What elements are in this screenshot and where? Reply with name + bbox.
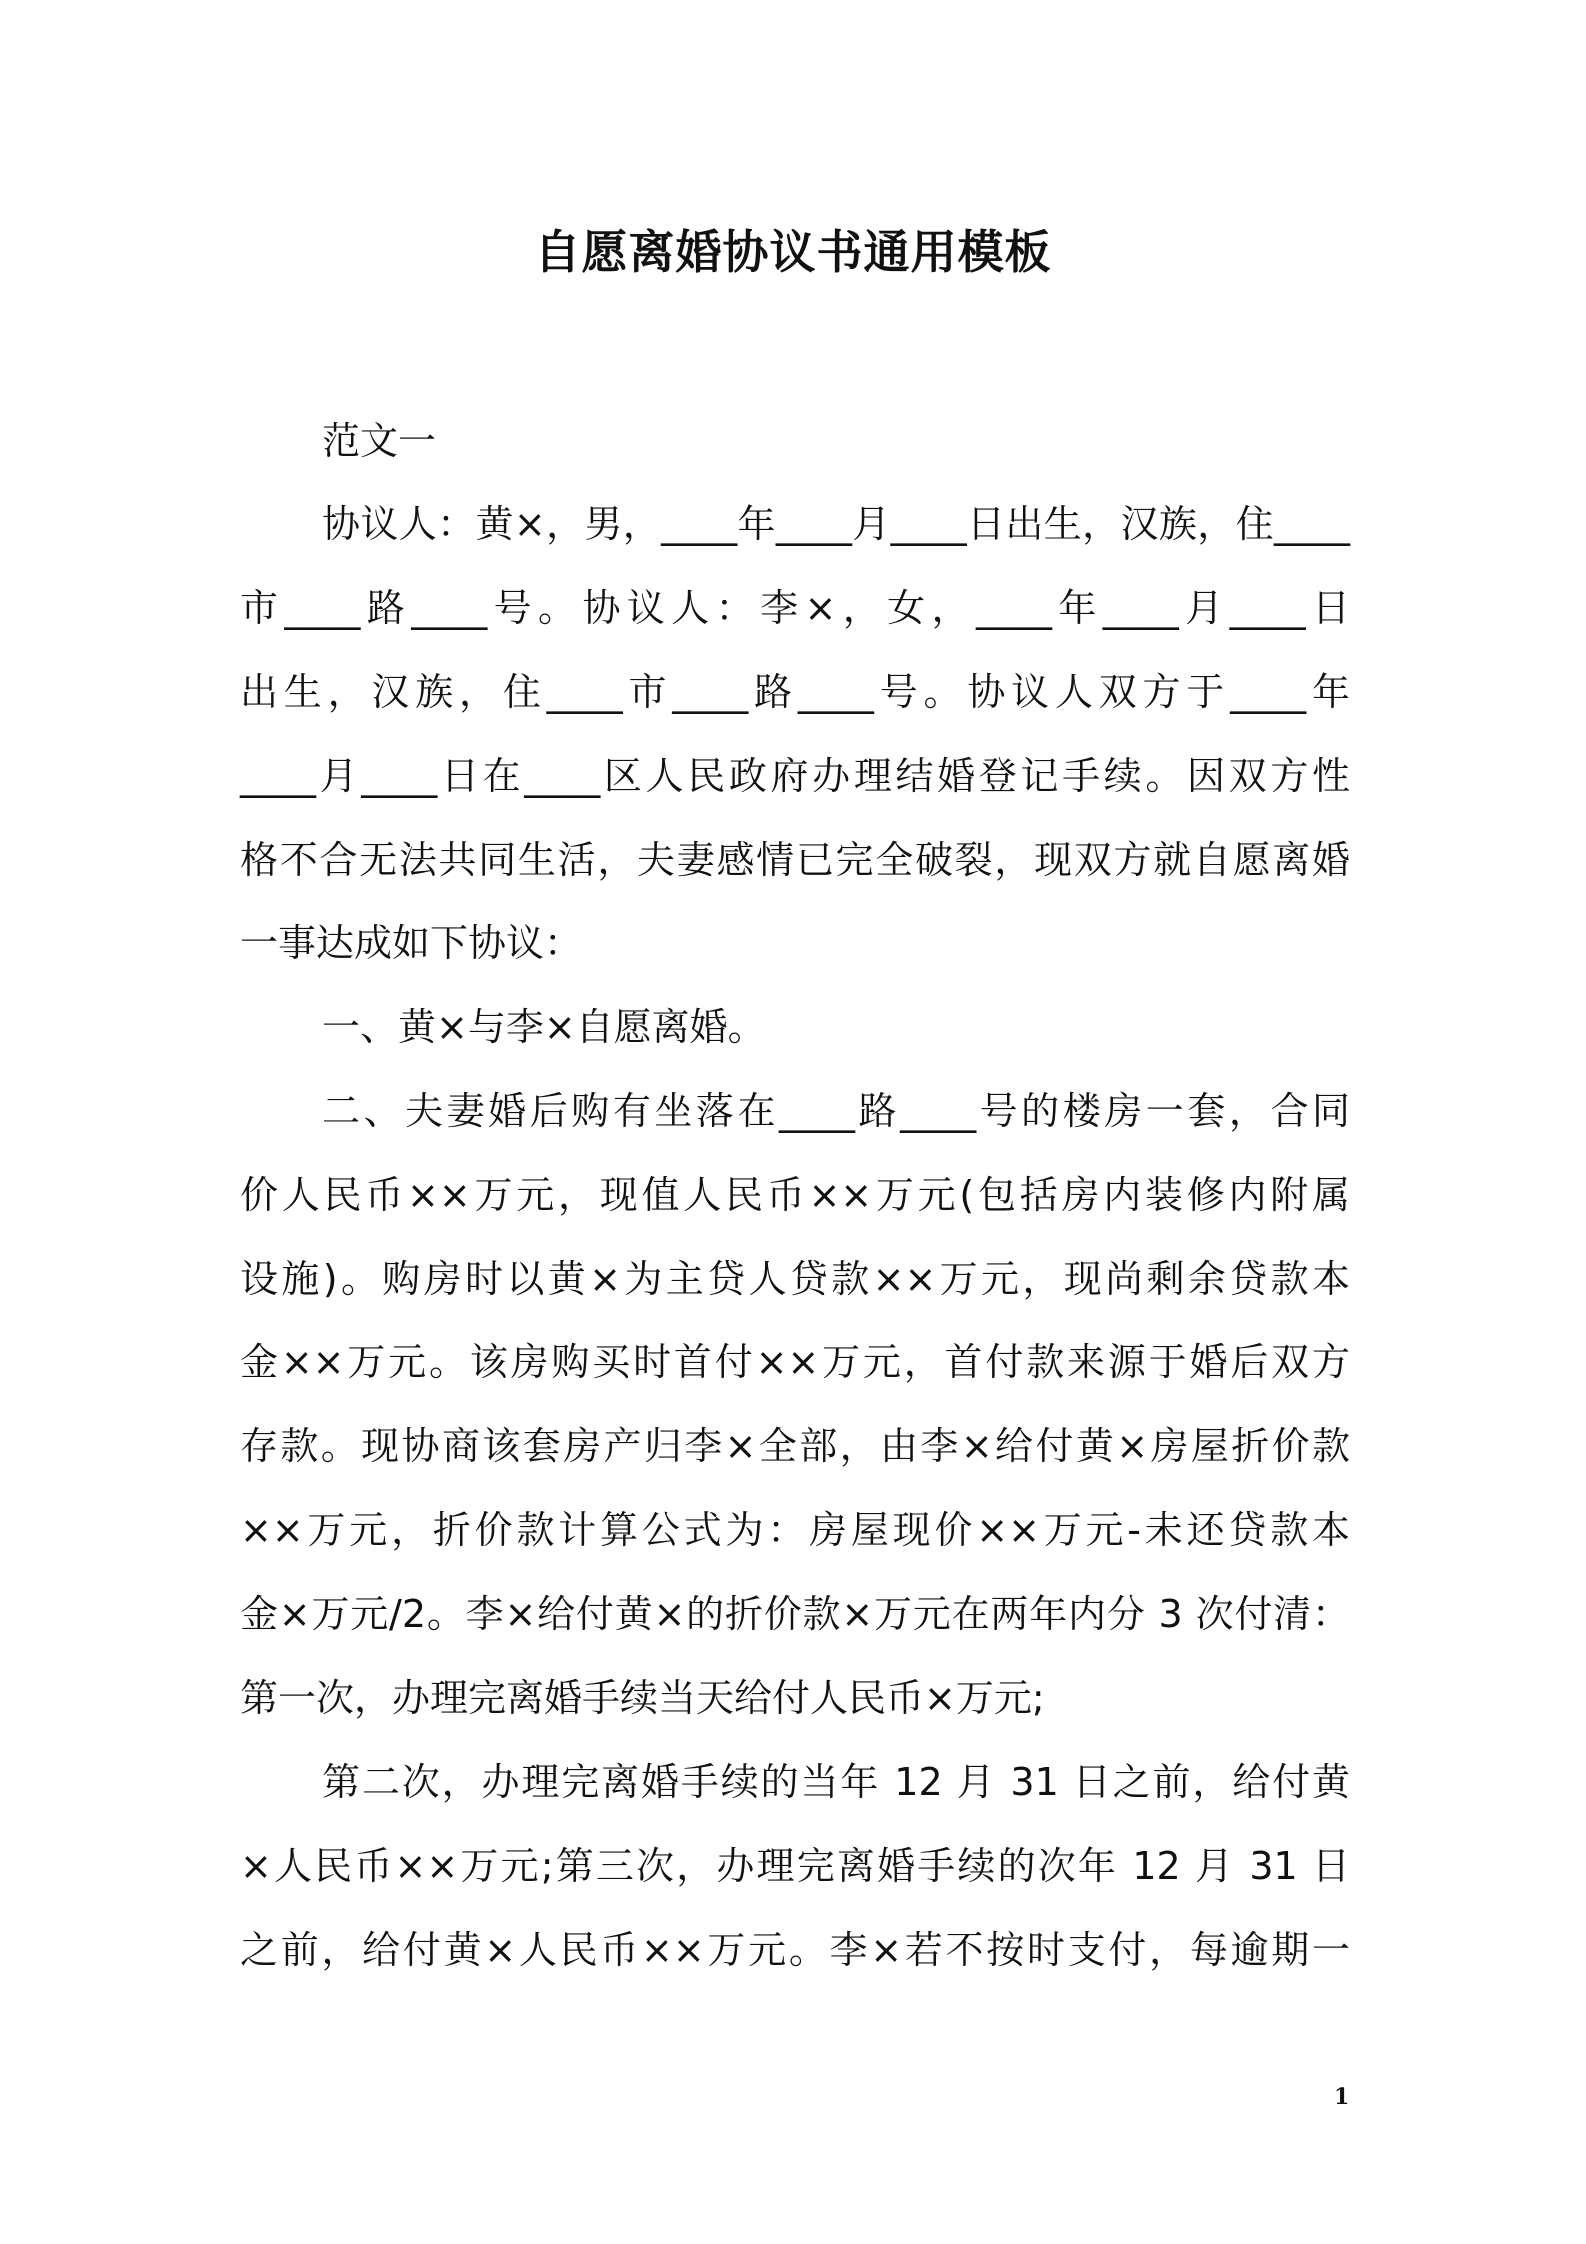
- page-number: 1: [1334, 2084, 1350, 2110]
- section-label: 范文一: [322, 419, 437, 463]
- paragraph-line: 价人民币××万元，现值人民币××万元(包括房内装修内附属: [240, 1173, 1350, 1217]
- paragraph-line: 协议人：黄×，男，____年____月____日出生，汉族，住____: [322, 502, 1350, 546]
- paragraph-line: 第一次，办理完离婚手续当天给付人民币×万元;: [240, 1676, 1045, 1720]
- paragraph-line: 出生，汉族，住____市____路____号。协议人双方于____年: [240, 670, 1350, 714]
- paragraph-line: 格不合无法共同生活，夫妻感情已完全破裂，现双方就自愿离婚: [240, 838, 1350, 882]
- paragraph-line: ____月____日在____区人民政府办理结婚登记手续。因双方性: [240, 754, 1350, 798]
- paragraph-line: 金××万元。该房购买时首付××万元，首付款来源于婚后双方: [240, 1340, 1350, 1384]
- paragraph-line: 市____路____号。协议人：李×，女，____年____月____日: [240, 586, 1350, 630]
- paragraph-line: 设施)。购房时以黄×为主贷人贷款××万元，现尚剩余贷款本: [240, 1257, 1350, 1301]
- paragraph-line: 第二次，办理完离婚手续的当年 12 月 31 日之前，给付黄: [322, 1760, 1350, 1804]
- paragraph-line: 一、黄×与李×自愿离婚。: [322, 1005, 766, 1049]
- paragraph-line: 一事达成如下协议：: [240, 921, 583, 965]
- paragraph-line: 金×万元/2。李×给付黄×的折价款×万元在两年内分 3 次付清：: [240, 1592, 1350, 1636]
- paragraph-line: ××万元，折价款计算公式为：房屋现价××万元-未还贷款本: [240, 1508, 1350, 1552]
- paragraph-line: 之前，给付黄×人民币××万元。李×若不按时支付，每逾期一: [240, 1928, 1350, 1972]
- paragraph-line: 二、夫妻婚后购有坐落在____路____号的楼房一套，合同: [322, 1089, 1350, 1133]
- document-title: 自愿离婚协议书通用模板: [534, 225, 1052, 279]
- paragraph-line: ×人民币××万元;第三次，办理完离婚手续的次年 12 月 31 日: [240, 1844, 1350, 1888]
- paragraph-line: 存款。现协商该套房产归李×全部，由李×给付黄×房屋折价款: [240, 1424, 1350, 1468]
